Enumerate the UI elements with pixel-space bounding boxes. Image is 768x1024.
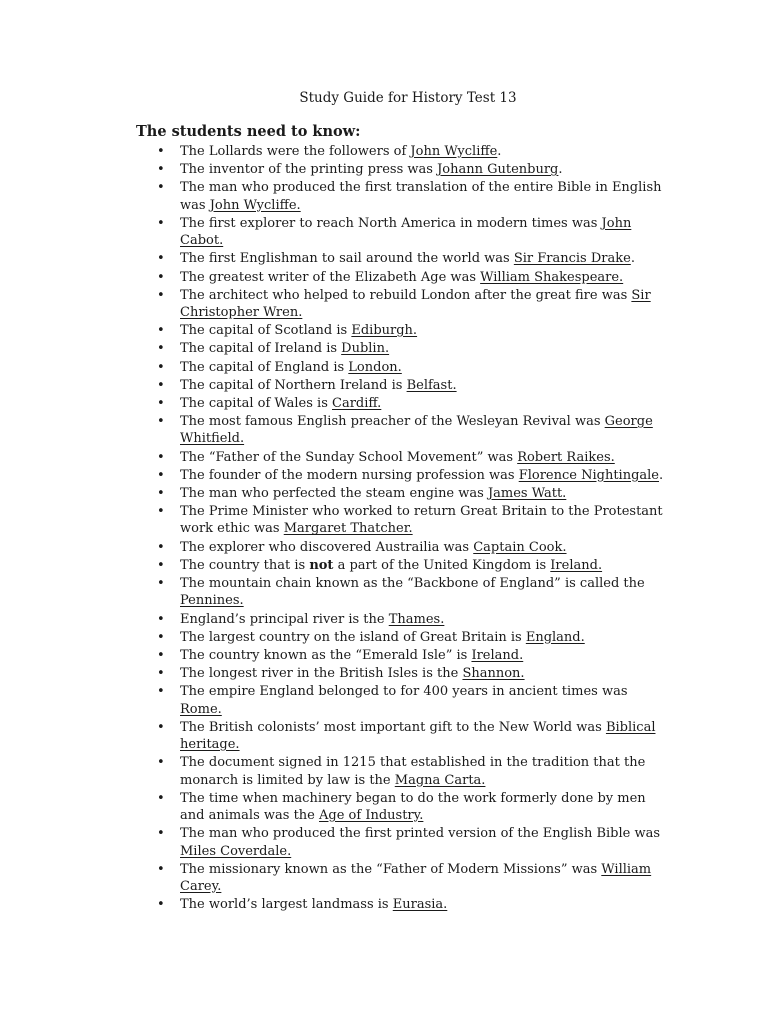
item-answer: Rome.: [180, 701, 222, 717]
list-item: [180, 629, 670, 646]
list-item: [180, 557, 670, 574]
item-text: The empire England belonged to for 400 years in ancient times was: [180, 684, 628, 700]
item-answer: Ireland.: [550, 557, 603, 573]
item-answer: Age of Industry.: [319, 808, 424, 824]
item-answer: England.: [525, 629, 585, 645]
item-text: a part of the United Kingdom is: [333, 557, 551, 573]
item-text: The man who perfected the steam engine was: [180, 486, 488, 501]
item-answer: Thames.: [388, 611, 445, 627]
list-item: [180, 467, 670, 484]
list-item: [180, 647, 670, 664]
item-text: The mountain chain known as the “Backbone of England” is called the: [180, 576, 645, 592]
item-punctuation: .: [497, 144, 502, 159]
item-text: The architect who helped to rebuild London after the great fire was: [180, 287, 632, 303]
item-text: The greatest writer of the Elizabeth Age was: [180, 269, 481, 285]
list-item: [180, 539, 670, 556]
item-text: The capital of Ireland is: [180, 341, 342, 357]
list-item: [180, 611, 670, 628]
item-punctuation: .: [659, 467, 664, 483]
item-text: The country that is: [180, 557, 310, 573]
item-text: The capital of Scotland is: [180, 323, 352, 339]
item-answer: James Watt.: [487, 486, 567, 501]
item-punctuation: .: [630, 251, 635, 267]
document-title: Study Guide for History Test 13: [299, 90, 517, 106]
list-item: [180, 665, 670, 682]
item-text: The Lollards were the followers of: [180, 144, 411, 159]
item-answer: John Wycliffe: [410, 144, 498, 159]
item-text: The British colonists’ most important gift to the New World was: [180, 719, 606, 735]
list-item: [180, 395, 670, 412]
list-item: [180, 861, 670, 896]
item-text: The first Englishman to sail around the world was: [180, 251, 514, 267]
item-text: The Prime Minister who worked to return Great Britain to the Protestant work ethic was: [180, 504, 663, 537]
list-item: [180, 825, 670, 860]
list-item: [180, 896, 670, 913]
list-item: [180, 503, 670, 538]
list-item: [180, 449, 670, 466]
item-text: The first explorer to reach North America in modern times was: [180, 215, 602, 231]
question-list: [180, 143, 670, 914]
item-text: The “Father of the Sunday School Movement” was: [180, 449, 518, 465]
item-answer: London.: [348, 359, 402, 375]
list-item: [180, 269, 670, 286]
item-answer: Pennines.: [180, 593, 244, 609]
item-answer: Margaret Thatcher.: [283, 521, 413, 537]
item-answer: Ireland.: [471, 647, 524, 663]
item-answer: John Wycliffe.: [209, 197, 301, 213]
list-item: [180, 683, 670, 718]
item-punctuation: .: [558, 162, 563, 178]
item-text: The missionary known as the “Father of Modern Missions” was: [180, 861, 602, 877]
item-answer: Magna Carta.: [394, 772, 486, 788]
item-answer: Miles Coverdale.: [180, 843, 292, 859]
item-text: The man who produced the first translation of the entire Bible in English was: [180, 180, 662, 213]
item-text: The capital of England is: [180, 359, 349, 375]
item-answer: Florence Nightingale: [518, 467, 659, 483]
item-text: The longest river in the British Isles is the: [180, 666, 463, 682]
item-answer: John Cabot.: [180, 215, 632, 249]
item-text: The man who produced the first printed version of the English Bible was: [180, 826, 661, 842]
item-text: England’s principal river is the: [180, 611, 389, 627]
item-text: The largest country on the island of Great Britain is: [180, 629, 526, 645]
item-answer: Sir Christopher Wren.: [180, 287, 651, 321]
list-item: [180, 754, 670, 789]
item-answer: Sir Francis Drake: [513, 251, 631, 267]
item-answer: Cardiff.: [332, 395, 382, 411]
item-text: The most famous English preacher of the Wesleyan Revival was: [180, 414, 605, 430]
list-item: [180, 250, 670, 267]
item-text: The country known as the “Emerald Isle” is: [180, 647, 472, 663]
item-answer: Eurasia.: [392, 897, 448, 913]
item-text: The time when machinery began to do the work formerly done by men and animals was the: [180, 790, 646, 824]
item-answer: Johann Gutenburg: [437, 162, 559, 178]
list-item: [180, 359, 670, 376]
item-text: The explorer who discovered Austrailia was: [180, 539, 474, 555]
item-answer: Robert Raikes.: [517, 449, 615, 465]
list-item: [180, 179, 670, 214]
item-answer: George Whitfield.: [180, 414, 653, 447]
item-text: The inventor of the printing press was: [180, 162, 438, 178]
list-item: [180, 413, 670, 448]
item-answer: Dublin.: [341, 341, 390, 357]
item-answer: William Carey.: [180, 861, 652, 894]
item-answer: Belfast.: [406, 377, 457, 393]
item-text: The capital of Northern Ireland is: [180, 377, 407, 393]
item-answer: Captain Cook.: [473, 539, 567, 555]
list-item: [180, 790, 670, 825]
item-text: The capital of Wales is: [180, 395, 333, 411]
list-item: [180, 161, 670, 178]
item-text: The founder of the modern nursing profession was: [180, 467, 519, 483]
list-item: [180, 287, 670, 322]
item-answer: Biblical heritage.: [180, 719, 656, 753]
list-item: [180, 215, 670, 250]
item-answer: Ediburgh.: [351, 323, 418, 339]
item-answer: William Shakespeare.: [480, 269, 624, 285]
item-answer: Shannon.: [462, 666, 525, 682]
list-item: [180, 377, 670, 394]
list-item: [180, 340, 670, 357]
list-item: [180, 575, 670, 610]
intro-heading: The students need to know:: [136, 123, 361, 140]
list-item: [180, 485, 670, 502]
list-item: [180, 322, 670, 339]
list-item: [180, 719, 670, 754]
item-emphasis: not: [309, 557, 334, 573]
list-item: [180, 143, 670, 160]
item-text: The document signed in 1215 that established in the tradition that the monarch is limited by law is the: [180, 755, 646, 788]
item-text: The world’s largest landmass is: [180, 897, 393, 913]
